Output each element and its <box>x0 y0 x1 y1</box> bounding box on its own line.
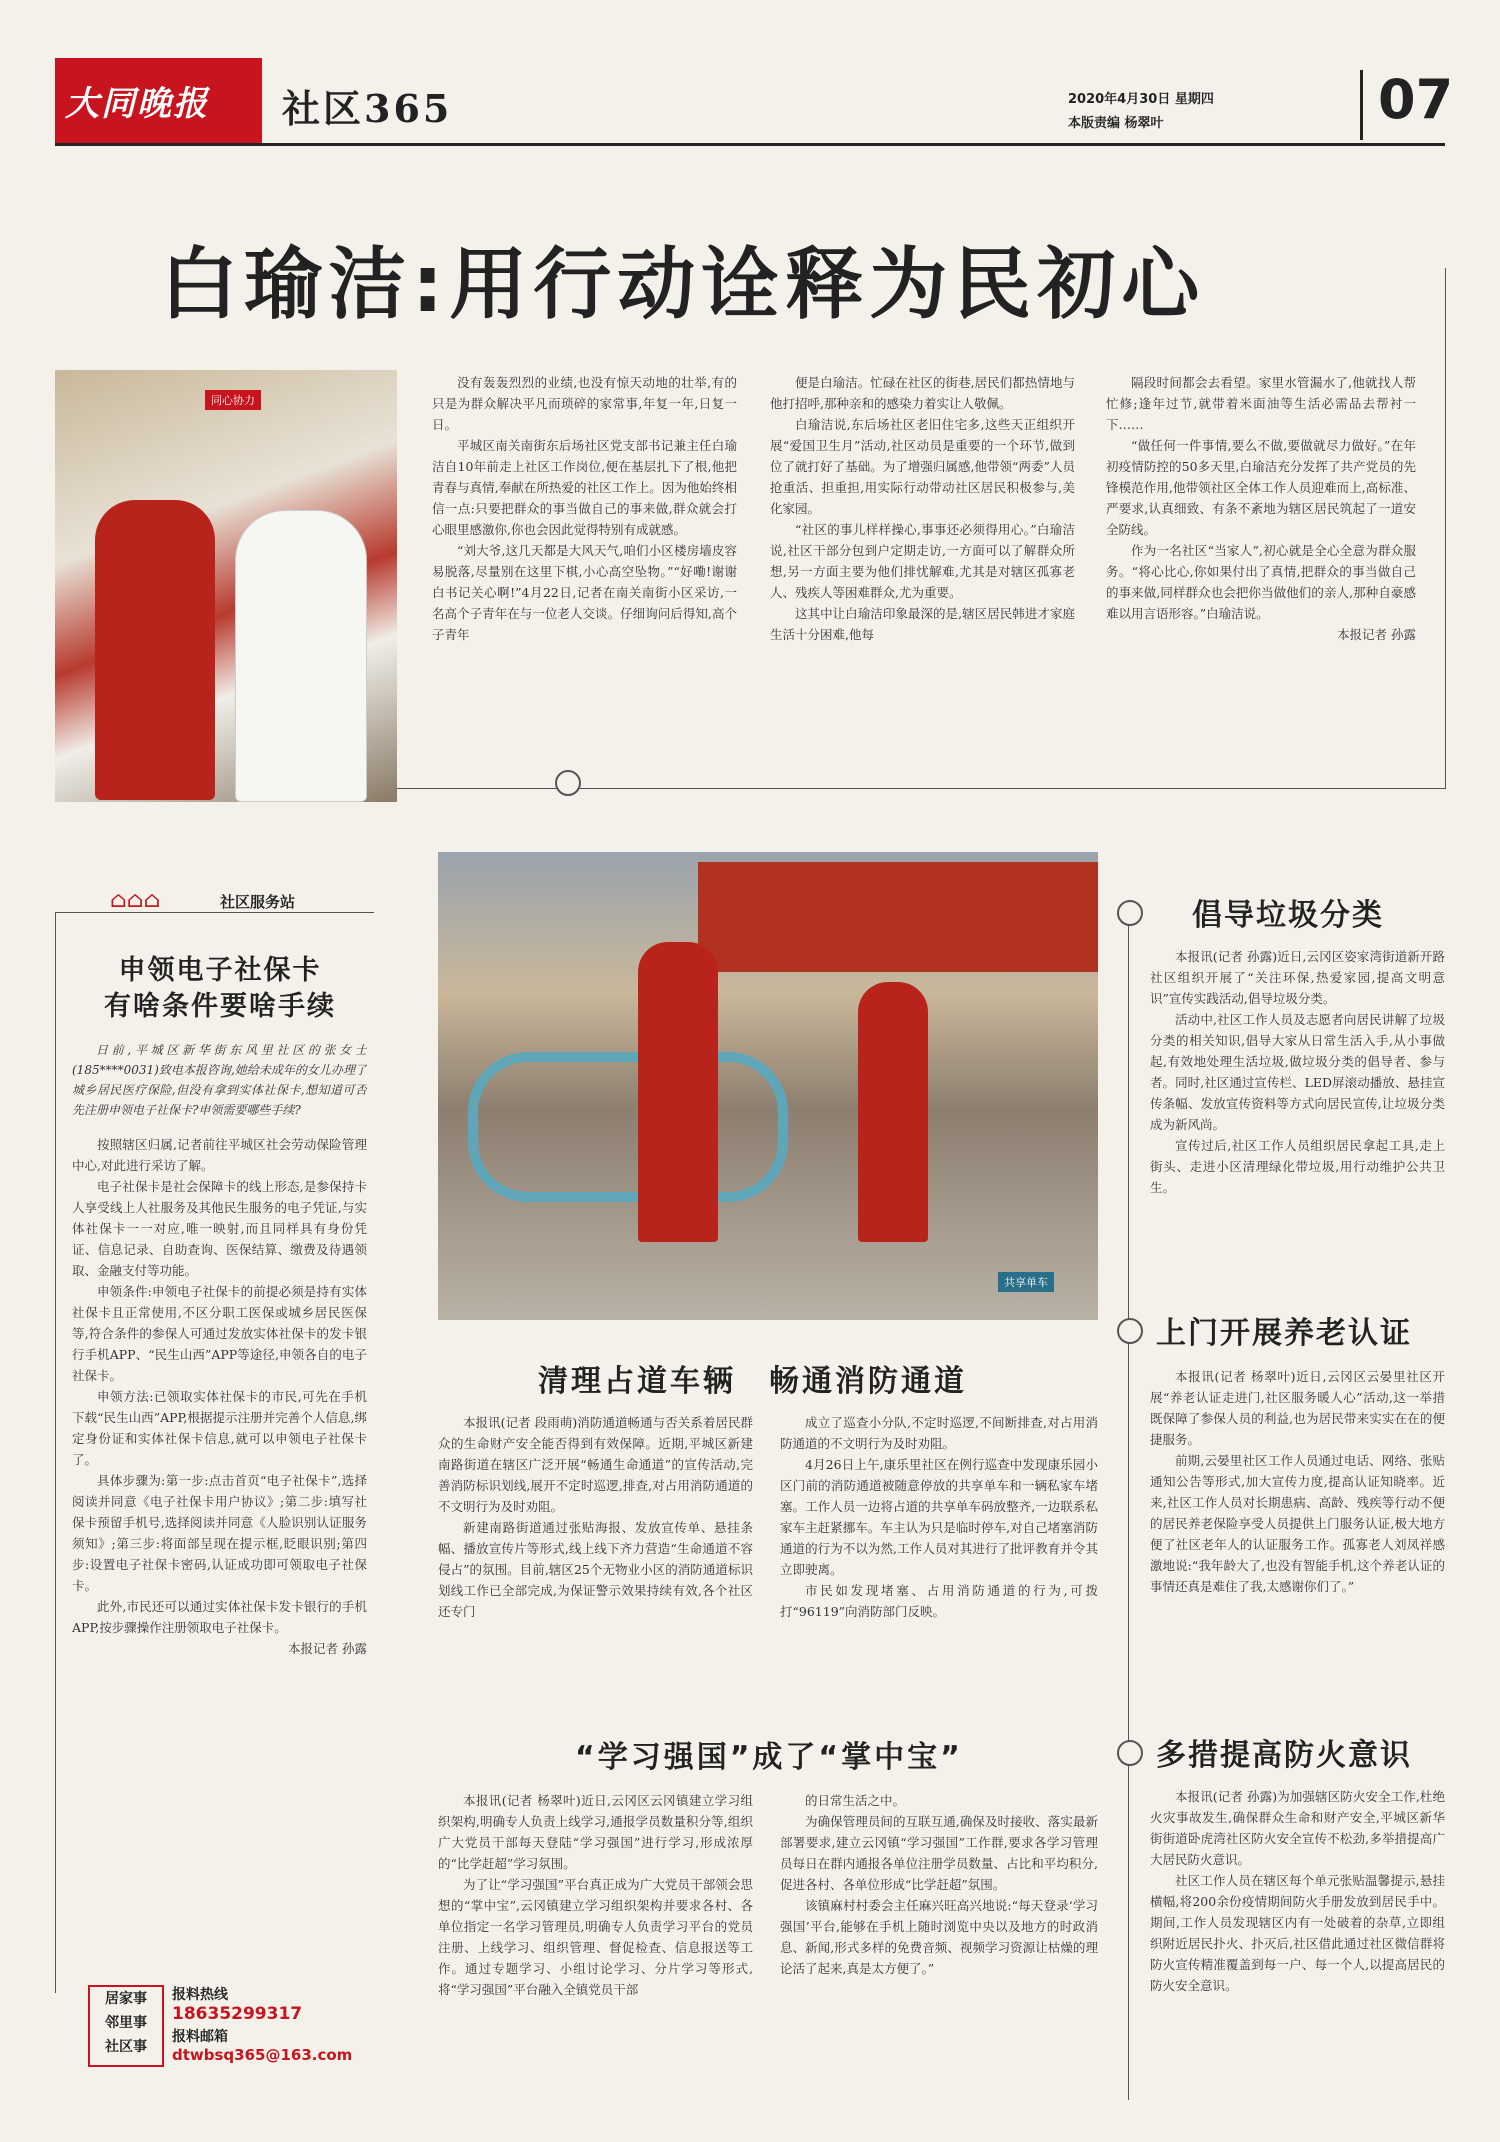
service-title-line2: 有啥条件要啥手续 <box>104 991 336 1022</box>
main-photo-caption-banner: 同心协力 <box>205 390 261 410</box>
paragraph: “刘大爷,这几天都是大风天气,咱们小区楼房墙皮容易脱落,尽量别在这里下棋,小心高空坠物。”“好嘞!谢谢白书记关心啊!”4月22日,记者在南关南街小区采访,一名高个子青年在与一位老人交谈。仔细询问后得知,高个子青年 <box>432 543 737 642</box>
paragraph: 白瑜洁说,东后场社区老旧住宅多,这些天正组织开展“爱国卫生月”活动,社区动员是重要的一个环节,做到位了就打好了基础。为了增强归属感,他带领“两委”人员抢重活、担重担,用实际行动带动社区居民积极参与,美化家园。 <box>770 417 1075 516</box>
frame-circle-ornament <box>1117 900 1143 926</box>
paragraph: 没有轰轰烈烈的业绩,也没有惊天动地的壮举,有的只是为群众解决平凡而琐碎的家常事,年复一年,日复一日。 <box>432 375 737 432</box>
header-divider <box>1360 70 1363 140</box>
frame-circle-ornament <box>555 770 581 796</box>
stamp-line: 邻里事 <box>105 2015 147 2031</box>
garbage-body <box>1150 946 1445 1286</box>
frame-circle-ornament <box>1117 1318 1143 1344</box>
paragraph: 作为一名社区“当家人”,初心就是全心全意为群众服务。“将心比心,你如果付出了真情,把群众的事当做自己的事来做,同样群众也会把你当做他们的亲人,那种自豪感难以用言语形容。”白瑜洁说。 <box>1106 543 1416 621</box>
paragraph: 活动中,社区工作人员及志愿者向居民讲解了垃圾分类的相关知识,倡导大家从日常生活入手,从小事做起,有效地处理生活垃圾,做垃圾分类的倡导者、参与者。同时,社区通过宣传栏、LED屏滚动播放、悬挂宣传条幅、发放宣传资料等方式向居民宣传,让垃圾分类成为新风尚。 <box>1150 1012 1445 1132</box>
hotline-stamp <box>88 1985 164 2067</box>
paragraph: 本报讯(记者 孙露)为加强辖区防火安全工作,杜绝火灾事故发生,确保群众生命和财产安全,平城区新华街街道卧虎湾社区防火安全宣传不松劲,多举措提高广大居民防火意识。 <box>1150 1789 1445 1867</box>
paragraph: 宣传过后,社区工作人员组织居民拿起工具,走上街头、走进小区清理绿化带垃圾,用行动维护公共卫生。 <box>1150 1138 1445 1195</box>
bike-col2 <box>780 1412 1098 1727</box>
paragraph: 该镇麻村村委会主任麻兴旺高兴地说:“每天登录‘学习强国’平台,能够在手机上随时浏览中央以及地方的时政消息、新闻,形式多样的免费音频、视频学习资源让枯燥的理论活了起来,真是太方便了。” <box>780 1898 1098 1976</box>
service-title-line1: 申领电子社保卡 <box>118 955 322 986</box>
photo-shopfront <box>698 862 1098 972</box>
paragraph: 社区工作人员在辖区每个单元张贴温馨提示,悬挂横幅,将200余份疫情期间防火手册发放到居民手中。期间,工作人员发现辖区内有一处破着的杂草,立即组织附近居民扑火、扑灭后,社区借此通过社区微信群将防火宣传精准覆盖到每一户、每一个人,以提高居民的防火安全意识。 <box>1150 1873 1445 1993</box>
frame-circle-ornament <box>1117 1740 1143 1766</box>
garbage-headline: 倡导垃圾分类 <box>1192 898 1384 933</box>
paragraph: 便是白瑜洁。忙碌在社区的街巷,居民们都热情地与他打招呼,那种亲和的感染力着实让人敬佩。 <box>770 375 1075 411</box>
photo-bicycle <box>468 1052 788 1202</box>
stamp-line: 居家事 <box>105 1991 147 2007</box>
paragraph: 为了让“学习强国”平台真正成为广大党员干部领会思想的“掌中宝”,云冈镇建立学习组织架构并要求各村、各单位指定一名学习管理员,明确专人负责学习平台的党员注册、上线学习、组织管理、督促检查、信息报送等工作。通过专题学习、小组讨论学习、分片学习等形式,将“学习强国”平台融入全镇党员干部 <box>438 1877 753 1997</box>
photo-worker-2 <box>858 982 928 1242</box>
service-body <box>72 1040 367 1960</box>
email-label: 报料邮箱 <box>172 2029 228 2045</box>
hotline-label: 报料热线 <box>172 1987 228 2003</box>
issue-date: 2020年4月30日 星期四 <box>1068 92 1214 107</box>
paragraph: 本报讯(记者 杨翠叶)近日,云冈区云晏里社区开展“养老认证走进门,社区服务暖人心”活动,这一举措既保障了参保人员的利益,也为居民带来实实在在的便捷服务。 <box>1150 1369 1445 1447</box>
photo-worker-1 <box>638 942 718 1242</box>
paragraph: 电子社保卡是社会保障卡的线上形态,是参保持卡人享受线上人社服务及其他民生服务的电子凭证,与实体社保卡一一对应,唯一映射,而且同样具有身份凭证、信息记录、自助查询、医保结算、缴费及待遇领取、金融支付等功能。 <box>72 1179 367 1278</box>
service-tag <box>110 886 330 916</box>
bike-article-photo <box>438 852 1098 1320</box>
byline: 本报记者 孙露 <box>288 1641 367 1656</box>
study-headline: “学习强国”成了“掌中宝” <box>575 1740 963 1775</box>
paragraph: 前期,云晏里社区工作人员通过电话、网络、张贴通知公告等形式,加大宣传力度,提高认证知晓率。近来,社区工作人员对长期患病、高龄、残疾等行动不便的居民养老保险享受人员提供上门服务认证,极大地方便了社区老年人的认证服务工作。孤寡老人刘凤祥感激地说:“我年龄大了,也没有智能手机,这个养老认证的事情还真是难住了我,太感谢你们了。” <box>1150 1453 1445 1594</box>
paragraph: 申领条件:申领电子社保卡的前提必须是持有实体社保卡且正常使用,不区分职工医保或城乡居民医保等,符合条件的参保人可通过发放实体社保卡的发卡银行手机APP、“民生山西”APP等途径,申领各自的电子社保卡。 <box>72 1284 367 1383</box>
paragraph: 成立了巡查小分队,不定时巡逻,不间断排查,对占用消防通道的不文明行为及时劝阻。 <box>780 1415 1098 1451</box>
paragraph: 这其中让白瑜洁印象最深的是,辖区居民韩进才家庭生活十分困难,他每 <box>770 606 1075 642</box>
page-number: 07 <box>1378 68 1454 131</box>
study-col2 <box>780 1790 1098 2130</box>
paragraph: 为确保管理员间的互联互通,确保及时接收、落实最新部署要求,建立云冈镇“学习强国”工作群,要求各学习管理员每日在群内通报各单位注册学员数量、占比和平均积分,促进各村、各单位形成“比学赶超”氛围。 <box>780 1814 1098 1892</box>
paragraph: 新建南路街道通过张贴海报、发放宣传单、悬挂条幅、播放宣传片等形式,线上线下齐力营造“生命通道不容侵占”的氛围。目前,辖区25个无物业小区的消防通道标识划线工作已全部完成,为保证警示效果持续有效,各个社区还专门 <box>438 1520 753 1619</box>
main-article-col3 <box>1106 372 1416 767</box>
service-intro: 日前,平城区新华街东风里社区的张女士(185****0031)致电本报咨询,她给未成年的女儿办理了城乡居民医疗保险,但没有拿到实体社保卡,想知道可否先注册申领电子社保卡?申领需要哪些手续? <box>72 1043 367 1117</box>
elderly-body <box>1150 1366 1445 1711</box>
elderly-headline: 上门开展养老认证 <box>1156 1316 1412 1351</box>
paragraph: “做任何一件事情,要么不做,要做就尽力做好。”在年初疫情防控的50多天里,白瑜洁充分发挥了共产党员的先锋模范作用,他带领社区全体工作人员迎难而上,高标准、严要求,认真细致、有条不紊地为辖区居民筑起了一道安全防线。 <box>1106 438 1416 537</box>
paragraph: 本报讯(记者 孙露)近日,云冈区姿家湾街道新开路社区组织开展了“关注环保,热爱家园,提高文明意识”宣传实践活动,倡导垃圾分类。 <box>1150 949 1445 1006</box>
section-title: 社区365 <box>282 86 453 131</box>
newspaper-logo <box>55 58 262 144</box>
logo-text: 大同晚报 <box>65 84 209 124</box>
paragraph: 的日常生活之中。 <box>805 1793 906 1808</box>
page-editor: 本版责编 杨翠叶 <box>1068 116 1164 131</box>
hotline-number: 18635299317 <box>172 2004 303 2024</box>
study-col1 <box>438 1790 753 2130</box>
photo-volunteer-figure <box>95 500 215 800</box>
paragraph: 本报讯(记者 杨翠叶)近日,云冈区云冈镇建立学习组织架构,明确专人负责上线学习,通报学员数量积分等,组织广大党员干部每天登陆“学习强国”进行学习,形成浓厚的“比学赶超”学习氛围。 <box>438 1793 753 1871</box>
paragraph: “社区的事儿样样操心,事事还必须得用心。”白瑜洁说,社区干部分包到户定期走访,一方面可以了解群众所想,另一方面主要为他们排忧解难,尤其是对辖区孤寡老人、残疾人等困难群众,尤为重要。 <box>770 522 1075 600</box>
fire-body <box>1150 1786 1445 2116</box>
main-article-photo <box>55 370 397 802</box>
paragraph: 具体步骤为:第一步:点击首页“电子社保卡”,选择阅读并同意《电子社保卡用户协议》;第二步:填写社保卡预留手机号,选择阅读并同意《人脸识别认证服务须知》;第三步:将面部呈现在提示框,眨眼识别;第四步:设置电子社保卡密码,认证成功即可领取电子社保卡。 <box>72 1473 367 1593</box>
paragraph: 4月26日上午,康乐里社区在例行巡查中发现康乐园小区门前的消防通道被随意停放的共享单车和一辆私家车堵塞。工作人员一边将占道的共享单车码放整齐,一边联系私家车主赶紧挪车。车主认为只是临时停车,对自己堵塞消防通道的行为不以为然,工作人员对其进行了批评教育并令其立即驶离。 <box>780 1457 1098 1577</box>
paragraph: 平城区南关南街东后场社区党支部书记兼主任白瑜洁自10年前走上社区工作岗位,便在基层扎下了根,他把青春与真情,奉献在所热爱的社区工作上。因为他始终相信一点:只要把群众的事当做自己的事来做,群众就会打心眼里感激你,你也会因此觉得特别有成就感。 <box>432 438 737 537</box>
bike-headline: 清理占道车辆 畅通消防通道 <box>538 1364 967 1399</box>
main-headline: 白瑜洁:用行动诠释为民初心 <box>160 240 1206 330</box>
bike-col1 <box>438 1412 753 1727</box>
house-icon: ⌂⌂⌂ <box>110 888 161 913</box>
stamp-line: 社区事 <box>105 2039 147 2055</box>
fire-headline: 多措提高防火意识 <box>1156 1738 1412 1773</box>
byline: 本报记者 孙露 <box>1337 627 1416 642</box>
photo-doctor-figure <box>235 510 367 802</box>
paragraph: 此外,市民还可以通过实体社保卡发卡银行的手机APP,按步骤操作注册领取电子社保卡。 <box>72 1599 367 1635</box>
paragraph: 本报讯(记者 段雨萌)消防通道畅通与否关系着居民群众的生命财产安全能否得到有效保障。近期,平城区新建南路街道在辖区广泛开展“畅通生命通道”的宣传活动,完善消防标识划线,展开不定时巡逻,排查,对占用消防通道的不文明行为及时劝阻。 <box>438 1415 753 1514</box>
main-article-col1 <box>432 372 737 767</box>
main-article-col2 <box>770 372 1075 767</box>
header-rule <box>55 143 1445 146</box>
paragraph: 市民如发现堵塞、占用消防通道的行为,可拨打“96119”向消防部门反映。 <box>780 1583 1098 1619</box>
paragraph: 申领方法:已领取实体社保卡的市民,可先在手机下载“民生山西”APP,根据提示注册并完善个人信息,绑定身份证和实体社保卡信息,就可以申领电子社保卡了。 <box>72 1389 367 1467</box>
paragraph: 按照辖区归属,记者前往平城区社会劳动保险管理中心,对此进行采访了解。 <box>72 1137 367 1173</box>
paragraph: 隔段时间都会去看望。家里水管漏水了,他就找人帮忙修;逢年过节,就带着米面油等生活必需品去帮衬一下…… <box>1106 375 1416 432</box>
service-tag-label: 社区服务站 <box>220 893 296 911</box>
email-address: dtwbsq365@163.com <box>172 2046 353 2064</box>
bike-photo-caption: 共享单车 <box>998 1272 1054 1292</box>
